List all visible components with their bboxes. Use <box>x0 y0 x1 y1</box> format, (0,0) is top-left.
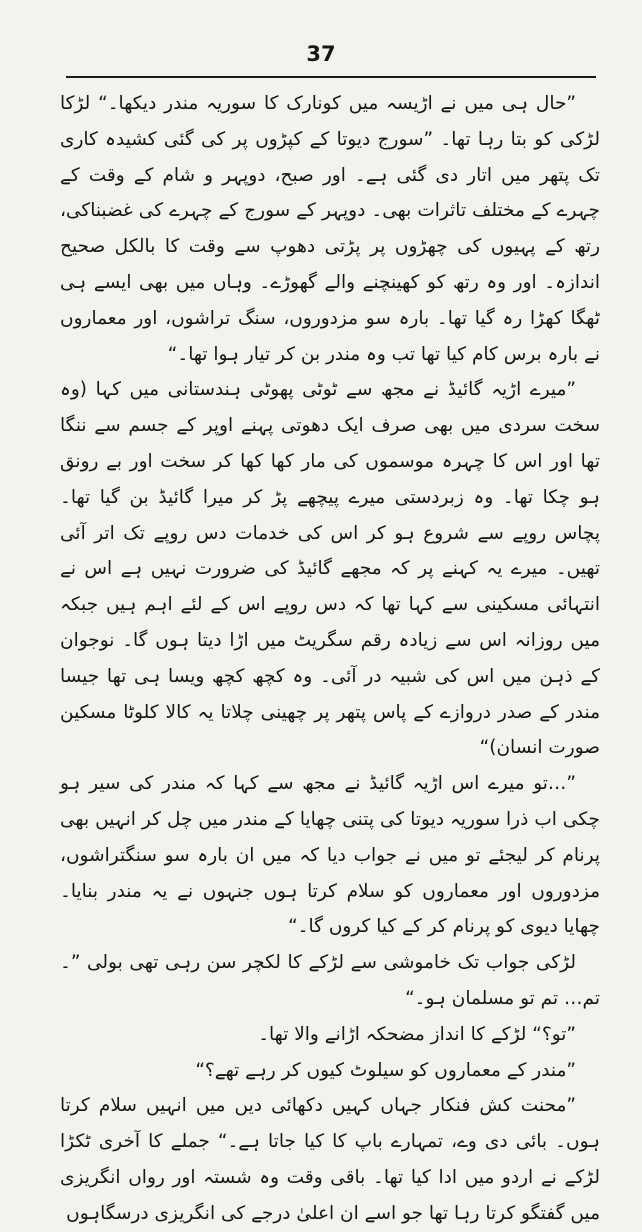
paragraph-2: ”میرے اڑیہ گائیڈ نے مجھ سے ٹوٹی پھوٹی ہندستانی میں کہا (وہ سخت سردی میں بھی صرف ایک دھوتی پہنے اوپر کے جسم سے ننگا تھا اور اس کا چہرہ موسموں کی مار کھا کھا کر سخت اور بے رونق ہو چکا تھا۔ وہ زبردستی میرے پیچھے پڑ کر میرا گائیڈ بن گیا تھا۔ پچاس روپے سے شروع ہو کر اس کی خدمات دس روپے تک اتر آئی تھیں۔ میرے یہ کہنے پر کہ مجھے گائیڈ کی ضرورت نہیں ہے اس نے انتہائی مسکینی سے کہا تھا کہ دس روپے اس کے لئے اہم ہیں جبکہ میں روزانہ اس سے زیادہ رقم سگریٹ میں اڑا دیتا ہوں گا۔ نوجوان کے ذہن میں اس کی شبیہ در آئی۔ وہ کچھ کچھ ویسا ہی تھا جیسا مندر کے صدر دروازے کے پاس پتھر پر چھینی چلاتا یہ کالا کلوٹا مسکین صورت انسان)“ <box>60 379 600 759</box>
body-text <box>60 86 600 1232</box>
header-rule <box>66 76 596 78</box>
paragraph-7: ”محنت کش فنکار جہاں کہیں دکھائی دیں میں انہیں سلام کرتا ہوں۔ بائی دی وے، تمہارے باپ کا کیا جاتا ہے۔“ جملے کا آخری ٹکڑا لڑکے نے اردو میں ادا کیا تھا۔ باقی وقت وہ شستہ اور رواں انگریزی میں گفتگو کرتا رہا تھا جو اسے ان اعلیٰ درجے کی انگریزی درسگاہوں <box>60 1095 600 1224</box>
page-number: 37 <box>306 42 336 66</box>
paragraph-4: لڑکی جواب تک خاموشی سے لڑکے کا لکچر سن رہی تھی بولی ”۔ تم… تم تو مسلمان ہو۔“ <box>60 952 600 1009</box>
paragraph-6: ”مندر کے معماروں کو سیلوٹ کیوں کر رہے تھے؟“ <box>195 1059 576 1081</box>
paragraph-1: ”حال ہی میں نے اڑیسہ میں کونارک کا سوریہ مندر دیکھا۔“ لڑکا لڑکی کو بتا رہا تھا۔ ”سورج دیوتا کے کپڑوں پر کی گئی کشیدہ کاری تک پتھر میں اتار دی گئی ہے۔ اور صبح، دوپہر و شام کے وقت کے چہرے کے مختلف تاثرات بھی۔ دوپہر کے سورج کے چہرے کی غضبناکی، رتھ کے پہیوں کی چھڑوں پر پڑتی دھوپ سے وقت کا بالکل صحیح اندازہ۔ اور وہ رتھ کو کھینچنے والے گھوڑے۔ وہاں میں بھی ایسے ہی ٹھگا کھڑا رہ گیا تھا۔ بارہ سو مزدوروں، سنگ تراشوں، اور معماروں نے بارہ برس کام کیا تھا تب وہ مندر بن کر تیار ہوا تھا۔“ <box>60 93 600 365</box>
paragraph-3: ”…تو میرے اس اڑیہ گائیڈ نے مجھ سے کہا کہ مندر کی سیر ہو چکی اب ذرا سوریہ دیوتا کی پتنی چھایا کے مندر میں چل کر انہیں بھی پرنام کر لیجئے تو میں نے جواب دیا کہ میں ان بارہ سو سنگتراشوں، مزدوروں اور معماروں کو سلام کرتا ہوں جنہوں نے یہ مندر بنایا۔ چھایا دیوی کو پرنام کر کے کیا کروں گا۔“ <box>60 773 600 938</box>
paragraph-5: ”تو؟“ لڑکے کا انداز مضحکہ اڑانے والا تھا۔ <box>258 1023 576 1045</box>
